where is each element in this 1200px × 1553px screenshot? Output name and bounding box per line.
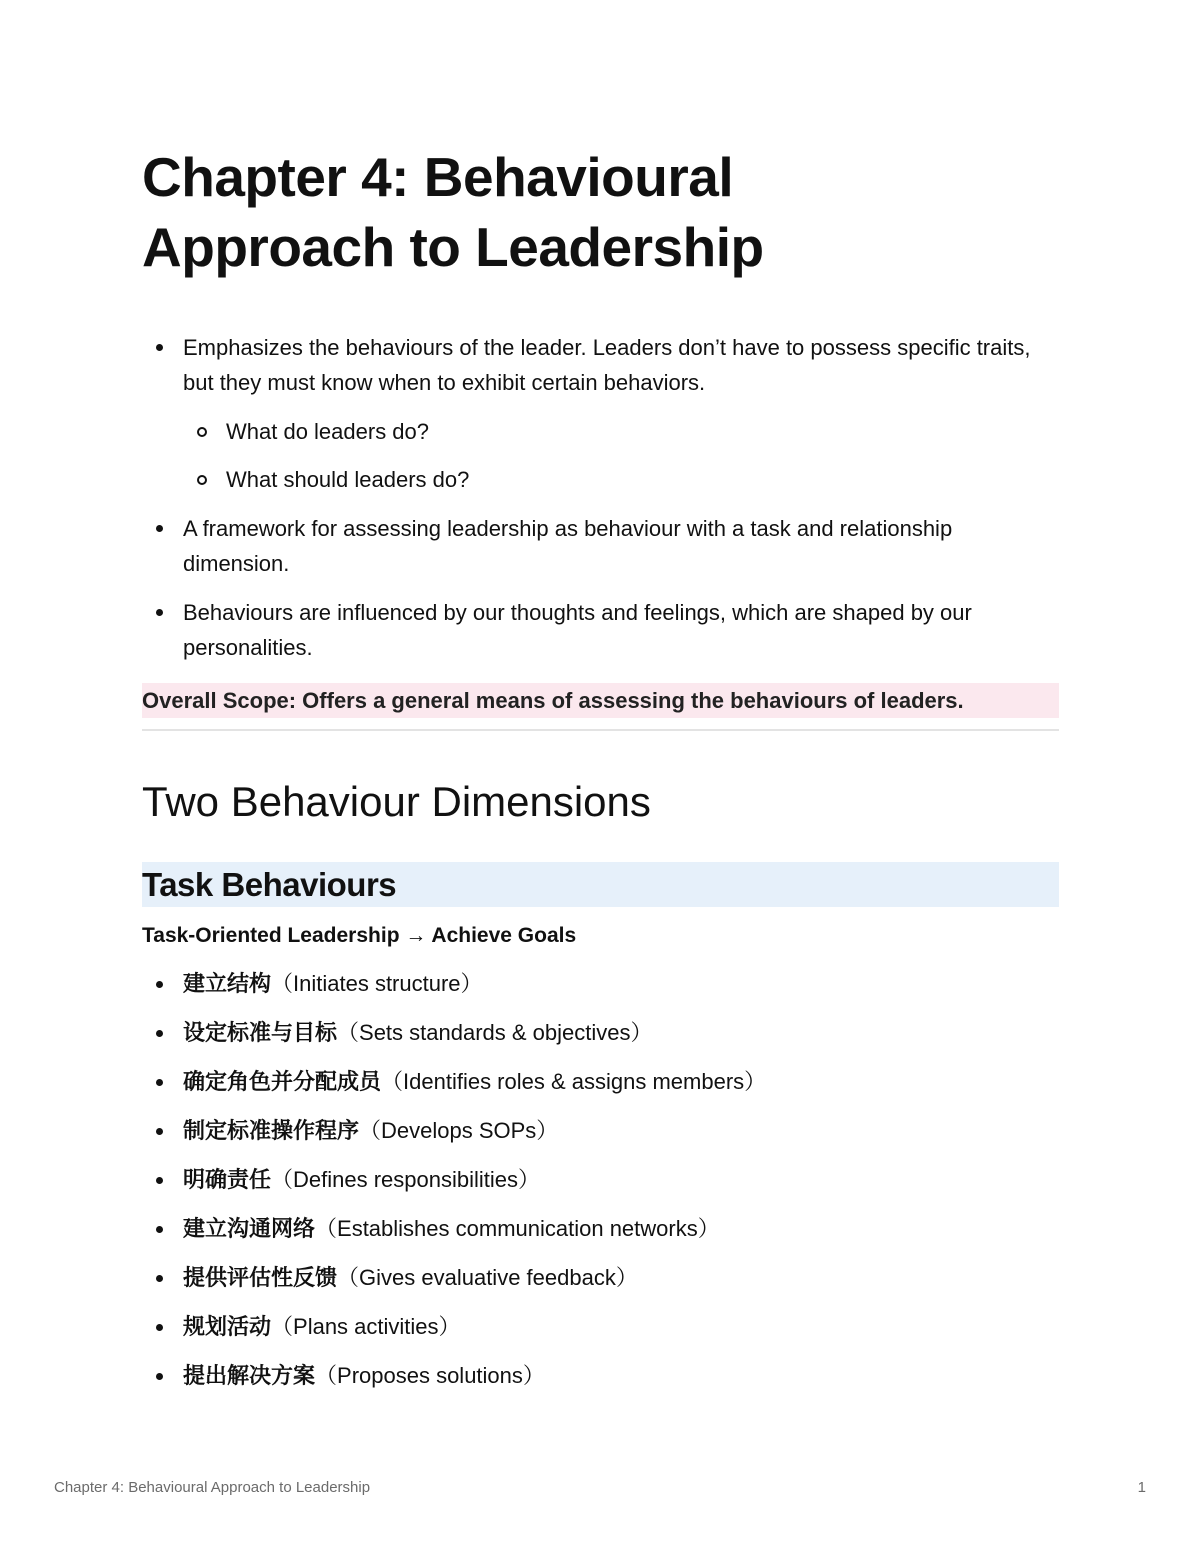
footer-page-number: 1: [1137, 1479, 1146, 1496]
task-item-en: （Identifies roles & assigns members）: [381, 1069, 767, 1094]
list-item: [142, 1358, 1059, 1394]
task-subheading: Task-Oriented Leadership → Achieve Goals: [142, 924, 577, 947]
section-heading: Two Behaviour Dimensions: [142, 778, 651, 825]
bullet-icon: [156, 525, 163, 532]
task-item-en: （Proposes solutions）: [315, 1363, 545, 1388]
intro-bullet-3: Behaviours are influenced by our thoughts and feelings, which are shaped by our personalities.: [183, 600, 972, 660]
footer-doc-title: Chapter 4: Behavioural Approach to Leadership: [54, 1479, 371, 1496]
list-item: [142, 1015, 1059, 1051]
list-item: [142, 330, 1059, 497]
list-item: [142, 511, 1059, 581]
list-item: [142, 1211, 1059, 1247]
bullet-icon: [156, 981, 163, 988]
task-item-en: （Plans activities）: [271, 1314, 461, 1339]
task-behaviours-heading: Task Behaviours: [142, 862, 1059, 907]
list-item: [142, 1309, 1059, 1345]
bullet-icon: [156, 1177, 163, 1184]
task-item-zh: 建立结构: [183, 972, 272, 997]
intro-sub-1: What do leaders do?: [226, 419, 430, 444]
intro-bullet-2: A framework for assessing leadership as behaviour with a task and relationship dimension.: [183, 516, 953, 576]
task-item-zh: 明确责任: [183, 1168, 272, 1193]
intro-bullet-1: Emphasizes the behaviours of the leader. Leaders don’t have to possess specific traits, but they must know when to exhibit certain behaviors.: [183, 335, 1031, 395]
intro-sub-2: What should leaders do?: [226, 467, 470, 492]
task-item-en: （Develops SOPs）: [359, 1118, 559, 1143]
list-item: [142, 966, 1059, 1002]
list-item: [142, 1260, 1059, 1296]
bullet-icon: [156, 1275, 163, 1282]
task-item-zh: 建立沟通网络: [183, 1217, 316, 1242]
title-line-2: Approach to Leadership: [142, 216, 764, 278]
bullet-icon: [156, 1128, 163, 1135]
task-item-zh: 提出解决方案: [183, 1364, 316, 1389]
bullet-icon: [156, 1226, 163, 1233]
list-item: [183, 462, 1059, 497]
hollow-bullet-icon: [197, 475, 207, 485]
task-item-zh: 提供评估性反馈: [183, 1266, 338, 1291]
task-list: [142, 966, 1059, 1407]
list-item: [183, 414, 1059, 449]
task-item-zh: 设定标准与目标: [183, 1021, 338, 1046]
scope-callout: Overall Scope: Offers a general means of assessing the behaviours of leaders.: [142, 683, 1059, 718]
title-line-1: Chapter 4: Behavioural: [142, 146, 734, 208]
task-item-en: （Sets standards & objectives）: [337, 1020, 653, 1045]
task-item-zh: 制定标准操作程序: [183, 1119, 360, 1144]
bullet-icon: [156, 1079, 163, 1086]
task-item-zh: 确定角色并分配成员: [183, 1070, 382, 1095]
list-item: [142, 595, 1059, 665]
bullet-icon: [156, 1324, 163, 1331]
hollow-bullet-icon: [197, 427, 207, 437]
page-title: [142, 142, 1059, 282]
list-item: [142, 1162, 1059, 1198]
list-item: [142, 1064, 1059, 1100]
task-item-en: （Initiates structure）: [271, 971, 483, 996]
task-item-en: （Gives evaluative feedback）: [337, 1265, 638, 1290]
task-item-zh: 规划活动: [183, 1315, 272, 1340]
list-item: [142, 1113, 1059, 1149]
task-item-en: （Establishes communication networks）: [315, 1216, 720, 1241]
bullet-icon: [156, 344, 163, 351]
bullet-icon: [156, 609, 163, 616]
task-item-en: （Defines responsibilities）: [271, 1167, 541, 1192]
bullet-icon: [156, 1373, 163, 1380]
bullet-icon: [156, 1030, 163, 1037]
intro-sublist: [183, 414, 1059, 497]
intro-list: [142, 330, 1059, 679]
divider: [142, 729, 1059, 731]
